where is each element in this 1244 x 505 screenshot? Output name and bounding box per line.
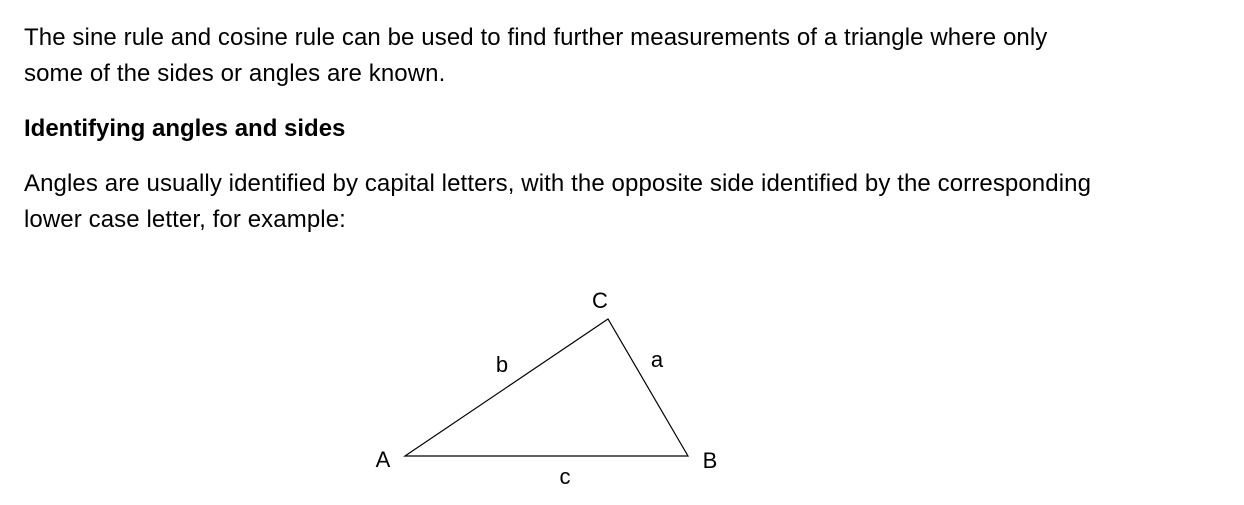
section-heading: Identifying angles and sides bbox=[24, 115, 346, 142]
vertex-label-c: C bbox=[592, 288, 608, 313]
intro-line-1: The sine rule and cosine rule can be used to find further measurements of a triangle where only bbox=[24, 24, 1048, 51]
vertex-label-a: A bbox=[375, 447, 391, 472]
side-label-a: a bbox=[650, 347, 664, 372]
explanation-line-1: Angles are usually identified by capital letters, with the opposite side identified by the corresponding bbox=[24, 170, 1092, 197]
explanation-line-2: lower case letter, for example: bbox=[24, 206, 346, 233]
side-label-c: c bbox=[559, 464, 571, 489]
intro-line-2: some of the sides or angles are known. bbox=[24, 60, 446, 87]
triangle-shape bbox=[405, 319, 688, 456]
vertex-label-b: B bbox=[702, 448, 718, 473]
side-label-b: b bbox=[495, 352, 509, 377]
